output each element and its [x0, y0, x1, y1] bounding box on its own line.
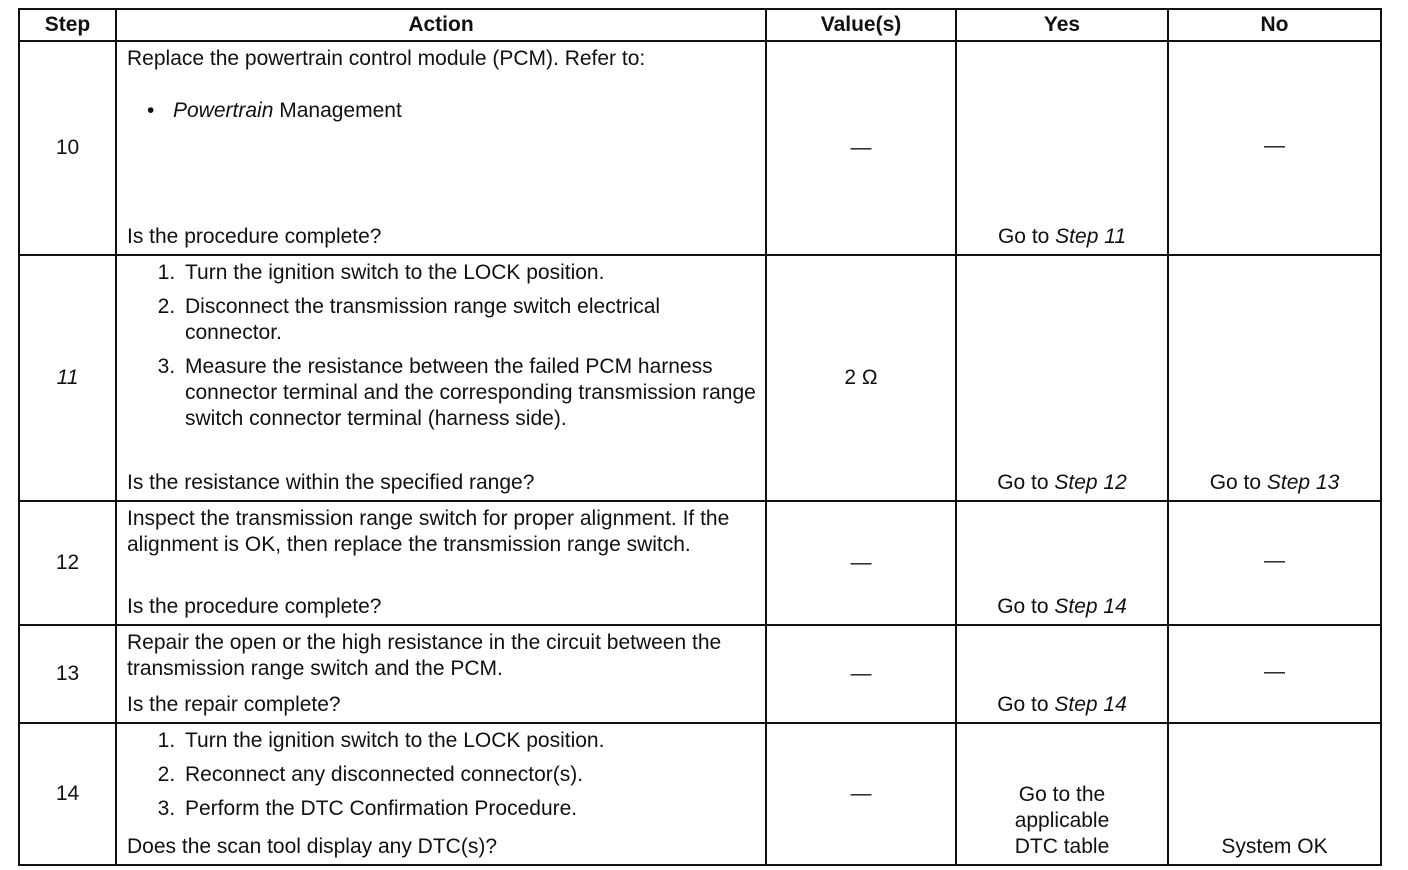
- reference-rest: Management: [273, 99, 402, 122]
- step-number: 10: [19, 41, 116, 255]
- action-step-item: 2. Reconnect any disconnected connector(s).: [181, 762, 757, 788]
- value-cell: —: [766, 41, 956, 255]
- table-row-step-13: [19, 625, 1381, 723]
- no-cell: —: [1168, 501, 1381, 625]
- diagnostic-table: [18, 8, 1382, 866]
- header-values: Value(s): [766, 9, 956, 41]
- header-yes: Yes: [956, 9, 1168, 41]
- action-step-item: 1. Turn the ignition switch to the LOCK position.: [181, 260, 757, 286]
- no-cell: System OK: [1168, 723, 1381, 865]
- action-step-item: 3. Measure the resistance between the failed PCM harness connector terminal and the corresponding transmission range switch connector terminal (harness side).: [181, 354, 757, 432]
- yes-step-ref: Step 14: [1054, 693, 1127, 716]
- action-text: Replace the powertrain control module (PCM). Refer to:: [127, 47, 646, 70]
- yes-step-ref: Step 14: [1054, 595, 1127, 618]
- header-no: No: [1168, 9, 1381, 41]
- header-row: [19, 9, 1381, 41]
- yes-prefix: Go to: [997, 595, 1055, 618]
- table-row-step-11: [19, 255, 1381, 501]
- value-cell: —: [766, 625, 956, 723]
- reference-italic: Powertrain: [173, 99, 274, 122]
- action-text: Inspect the transmission range switch for proper alignment. If the alignment is OK, then replace the transmission range switch.: [127, 507, 730, 556]
- reference-item: [147, 98, 757, 124]
- action-cell: [116, 625, 766, 723]
- action-cell: [116, 255, 766, 501]
- action-step-item: 3. Perform the DTC Confirmation Procedure.: [181, 796, 757, 822]
- table-row-step-12: [19, 501, 1381, 625]
- value-cell: 2 Ω: [766, 255, 956, 501]
- value-cell: —: [766, 501, 956, 625]
- table-row-step-14: [19, 723, 1381, 865]
- yes-step-ref: Step 12: [1054, 471, 1127, 494]
- action-step-item: 2. Disconnect the transmission range switch electrical connector.: [181, 294, 757, 346]
- action-steps: [127, 260, 757, 440]
- action-step-item: 1. Turn the ignition switch to the LOCK position.: [181, 728, 757, 754]
- yes-step-ref: Step 11: [1055, 225, 1127, 248]
- yes-cell: [956, 625, 1168, 723]
- step-number: 13: [19, 625, 116, 723]
- yes-cell: [956, 41, 1168, 255]
- yes-prefix: Go to: [997, 693, 1055, 716]
- action-question: Is the resistance within the specified range?: [127, 471, 535, 494]
- yes-cell: [956, 501, 1168, 625]
- yes-prefix: Go to: [997, 471, 1055, 494]
- header-step: Step: [19, 9, 116, 41]
- header-action: Action: [116, 9, 766, 41]
- action-question: Is the procedure complete?: [127, 225, 382, 248]
- action-text: Repair the open or the high resistance in the circuit between the transmission range switch and the PCM.: [127, 631, 722, 680]
- action-cell: [116, 501, 766, 625]
- yes-prefix: Go to: [997, 225, 1056, 248]
- no-step-ref: Step 13: [1266, 471, 1340, 494]
- step-number: 11: [19, 255, 116, 501]
- yes-cell: Go to the applicable DTC table: [956, 723, 1168, 865]
- action-question: Is the procedure complete?: [127, 595, 382, 618]
- no-cell: —: [1168, 41, 1381, 255]
- step-number: 12: [19, 501, 116, 625]
- step-number: 14: [19, 723, 116, 865]
- yes-cell: [956, 255, 1168, 501]
- action-steps: [127, 728, 757, 830]
- table-row-step-10: [19, 41, 1381, 255]
- no-prefix: Go to: [1209, 471, 1267, 494]
- action-cell: [116, 41, 766, 255]
- value-cell: —: [766, 723, 956, 865]
- action-cell: [116, 723, 766, 865]
- no-cell: —: [1168, 625, 1381, 723]
- reference-list: [127, 98, 757, 124]
- action-question: Does the scan tool display any DTC(s)?: [127, 835, 497, 858]
- no-cell: [1168, 255, 1381, 501]
- action-question: Is the repair complete?: [127, 693, 341, 716]
